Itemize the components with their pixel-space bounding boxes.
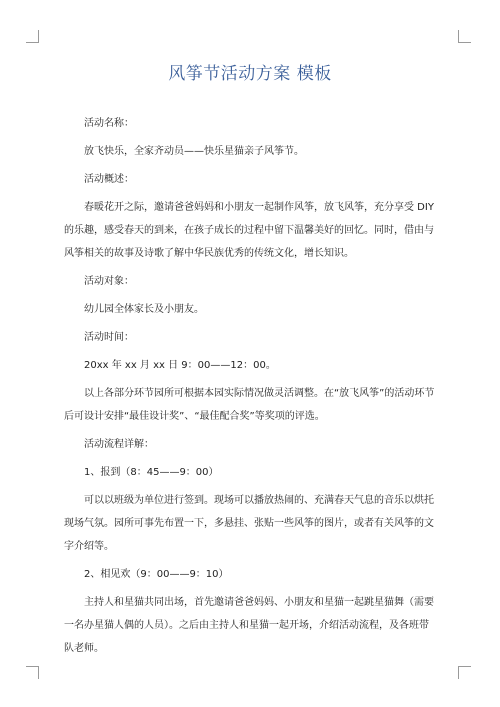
step-1-text: 可以以班级为单位进行签到。现场可以播放热闹的、充满春天气息的音乐以烘托现场气氛。园所可事先布置一下，多悬挂、张贴一些风筝的图片，或者有关风筝的文字介绍等。 (64, 495, 434, 552)
audience-text: 幼儿园全体家长及小朋友。 (84, 304, 204, 315)
audience-heading: 活动对象： (84, 276, 134, 287)
overview-heading: 活动概述： (84, 174, 134, 185)
corner-mark-bottom-left (26, 666, 39, 679)
corner-mark-top-left (26, 30, 39, 43)
document-body (64, 112, 436, 660)
step-1-heading: 1、报到（8：45——9：00） (84, 467, 219, 478)
process-heading: 活动流程详解： (84, 439, 154, 450)
corner-mark-bottom-right (458, 666, 471, 679)
time-heading: 活动时间： (84, 332, 134, 343)
overview-text: 春暖花开之际，邀请爸爸妈妈和小朋友一起制作风筝，放飞风筝，充分享受 DIY 的乐趣，感受春天的到来，在孩子成长的过程中留下温馨美好的回忆。同时，借由与风筝相关的故事及诗歌了解中华民族优秀的传统文化，增长知识。 (64, 202, 434, 259)
adjustment-note: 以上各部分环节园所可根据本园实际情况做灵活调整。在“放飞风筝”的活动环节后可设计安排“最佳设计奖”、“最佳配合奖”等奖项的评选。 (64, 388, 435, 422)
step-2-text: 主持人和星猫共同出场，首先邀请爸爸妈妈、小朋友和星猫一起跳星猫舞（需要一名办星猫人偶的人员）。之后由主持人和星猫一起开场，介绍活动流程，及各班带队老师。 (64, 597, 434, 654)
activity-name-heading: 活动名称： (84, 118, 134, 129)
corner-mark-top-right (458, 30, 471, 43)
activity-name-text: 放飞快乐，全家齐动员——快乐星猫亲子风筝节。 (84, 146, 304, 157)
time-text: 20xx 年 xx 月 xx 日 9：00——12：00。 (84, 360, 276, 371)
step-2-heading: 2、相见欢（9：00——9：10） (84, 569, 229, 580)
document-title: 风筝节活动方案 模板 (168, 64, 332, 84)
